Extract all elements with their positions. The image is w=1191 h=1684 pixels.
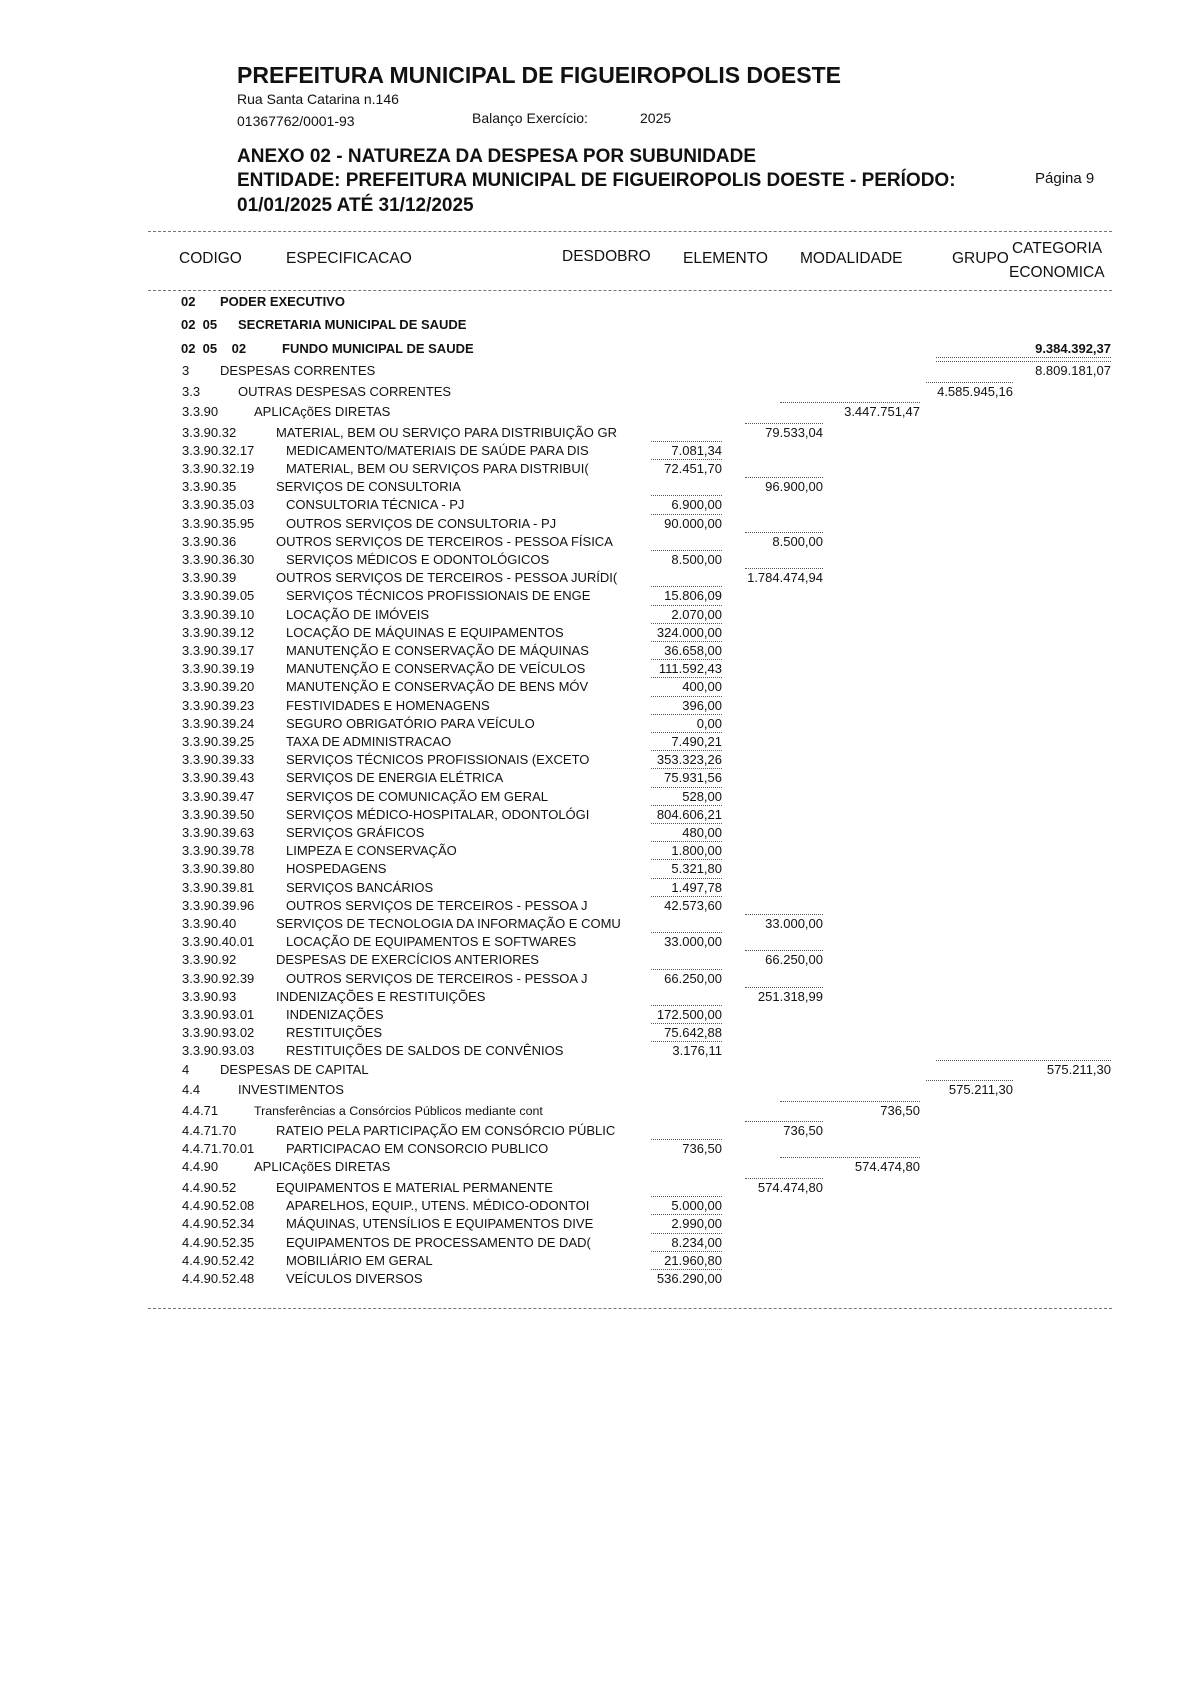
row-description: OUTROS SERVIÇOS DE CONSULTORIA - PJ xyxy=(286,515,557,531)
row-code: 4.4.71 xyxy=(182,1102,219,1118)
row-code: 3.3.90.40 xyxy=(182,915,237,931)
table-row xyxy=(0,1270,1191,1288)
categoria-rule xyxy=(936,1060,1111,1061)
row-description: SEGURO OBRIGATÓRIO PARA VEÍCULO xyxy=(286,715,535,731)
table-row xyxy=(0,769,1191,787)
table-row xyxy=(0,383,1191,401)
table-row xyxy=(0,362,1191,380)
desdobro-rule xyxy=(651,1233,722,1234)
table-row xyxy=(0,951,1191,969)
desdobro-rule xyxy=(651,1023,722,1024)
table-row xyxy=(0,533,1191,551)
row-code: 4 xyxy=(182,1061,190,1077)
table-row xyxy=(0,860,1191,878)
cnpj: 01367762/0001-93 xyxy=(237,113,355,129)
row-description: VEÍCULOS DIVERSOS xyxy=(286,1270,423,1286)
desdobro-rule xyxy=(651,714,722,715)
row-desdobro-value: 536.290,00 xyxy=(656,1270,722,1286)
report-title: PREFEITURA MUNICIPAL DE FIGUEIROPOLIS DOESTE xyxy=(237,62,842,88)
row-code: 4.4.90.52 xyxy=(182,1179,237,1195)
elemento-rule xyxy=(745,568,823,569)
row-description: APARELHOS, EQUIP., UTENS. MÉDICO-ODONTOI xyxy=(286,1198,590,1214)
row-categoria-value: 8.809.181,07 xyxy=(1035,363,1111,378)
table-row xyxy=(0,424,1191,442)
row-desdobro-value: 804.606,21 xyxy=(656,806,722,822)
desdobro-rule xyxy=(651,787,722,788)
table-row xyxy=(0,1179,1191,1197)
row-code: 3.3.90.35.03 xyxy=(182,497,255,513)
table-row xyxy=(0,1081,1191,1099)
row-description: LOCAÇÃO DE EQUIPAMENTOS E SOFTWARES xyxy=(286,934,577,950)
desdobro-rule xyxy=(651,514,722,515)
desdobro-rule xyxy=(651,841,722,842)
row-desdobro-value: 66.250,00 xyxy=(664,970,722,986)
desdobro-rule xyxy=(651,750,722,751)
org-code: 02 05 02 xyxy=(181,341,247,356)
row-description: SERVIÇOS TÉCNICOS PROFISSIONAIS (EXCETO xyxy=(286,752,590,768)
desdobro-rule xyxy=(651,550,722,551)
modalidade-rule xyxy=(780,1157,920,1158)
row-desdobro-value: 1.800,00 xyxy=(671,843,722,859)
col-grupo: GRUPO xyxy=(952,250,1009,267)
row-desdobro-value: 400,00 xyxy=(682,679,722,695)
row-code: 3.3.90.92.39 xyxy=(182,970,255,986)
row-code: 3.3.90.39 xyxy=(182,570,237,586)
desdobro-rule xyxy=(651,1005,722,1006)
row-desdobro-value: 2.070,00 xyxy=(671,606,722,622)
modalidade-rule xyxy=(780,402,920,403)
elemento-rule xyxy=(745,477,823,478)
row-description: SERVIÇOS DE CONSULTORIA xyxy=(276,479,461,495)
row-description: OUTROS SERVIÇOS DE TERCEIROS - PESSOA JURÍDI( xyxy=(276,570,618,586)
row-desdobro-value: 5.000,00 xyxy=(671,1198,722,1214)
row-grupo-value: 575.211,30 xyxy=(948,1082,1013,1097)
table-row xyxy=(0,1234,1191,1252)
row-description: DESPESAS CORRENTES xyxy=(220,363,376,378)
desdobro-rule xyxy=(651,878,722,879)
row-desdobro-value: 75.642,88 xyxy=(664,1025,722,1041)
col-economica: ECONOMICA xyxy=(1009,264,1105,281)
row-grupo-value: 4.585.945,16 xyxy=(937,383,1013,399)
elemento-rule xyxy=(745,914,823,915)
desdobro-rule xyxy=(651,732,722,733)
row-description: MOBILIÁRIO EM GERAL xyxy=(286,1252,433,1268)
row-code: 3.3.90.36.30 xyxy=(182,551,255,567)
desdobro-rule xyxy=(651,623,722,624)
table-row xyxy=(0,660,1191,678)
table-row xyxy=(0,569,1191,587)
row-code: 3.3.90.39.81 xyxy=(182,879,255,895)
table-row xyxy=(0,1042,1191,1060)
row-code: 4.4.71.70.01 xyxy=(182,1141,255,1157)
row-desdobro-value: 21.960,80 xyxy=(664,1252,722,1268)
balance-year: 2025 xyxy=(640,110,672,126)
page-number: Página 9 xyxy=(1035,170,1095,187)
row-description: INDENIZAÇÕES E RESTITUIÇÕES xyxy=(276,988,486,1004)
row-description: HOSPEDAGENS xyxy=(286,861,387,877)
desdobro-rule xyxy=(651,1214,722,1215)
desdobro-rule xyxy=(651,605,722,606)
row-description: PARTICIPACAO EM CONSORCIO PUBLICO xyxy=(286,1141,549,1157)
row-code: 4.4 xyxy=(182,1082,201,1097)
row-desdobro-value: 1.497,78 xyxy=(671,879,722,895)
org-code: 02 05 xyxy=(181,317,218,332)
row-code: 3.3.90.93.01 xyxy=(182,1006,255,1022)
table-row xyxy=(0,1197,1191,1215)
row-categoria-value: 575.211,30 xyxy=(1046,1061,1111,1077)
desdobro-rule xyxy=(651,768,722,769)
table-row xyxy=(0,624,1191,642)
row-desdobro-value: 7.081,34 xyxy=(671,442,722,458)
row-code: 3.3.90.35 xyxy=(182,479,237,495)
row-code: 3.3.90.35.95 xyxy=(182,515,255,531)
table-row xyxy=(0,442,1191,460)
col-modalidade: MODALIDADE xyxy=(800,250,903,267)
table-row xyxy=(0,715,1191,733)
row-elemento-value: 66.250,00 xyxy=(765,952,823,968)
row-description: DESPESAS DE EXERCÍCIOS ANTERIORES xyxy=(276,952,539,968)
row-desdobro-value: 3.176,11 xyxy=(672,1043,722,1059)
total-rule xyxy=(936,357,1111,358)
col-especificacao: ESPECIFICACAO xyxy=(286,250,412,267)
row-code: 3.3.90.39.20 xyxy=(182,679,255,695)
row-description: SERVIÇOS TÉCNICOS PROFISSIONAIS DE ENGE xyxy=(286,588,591,604)
row-description: OUTROS SERVIÇOS DE TERCEIROS - PESSOA J xyxy=(286,970,588,986)
row-code: 3.3.90.39.24 xyxy=(182,715,255,731)
row-desdobro-value: 528,00 xyxy=(682,788,722,804)
row-code: 4.4.90.52.35 xyxy=(182,1234,255,1250)
row-code: 3.3.90.32 xyxy=(182,424,237,440)
row-code: 4.4.90 xyxy=(182,1159,219,1175)
row-modalidade-value: 3.447.751,47 xyxy=(844,404,920,419)
desdobro-rule xyxy=(651,805,722,806)
row-code: 3.3.90.36 xyxy=(182,533,237,549)
desdobro-rule xyxy=(651,859,722,860)
row-description: OUTROS SERVIÇOS DE TERCEIROS - PESSOA FÍSICA xyxy=(276,533,613,549)
row-elemento-value: 8.500,00 xyxy=(772,533,823,549)
col-elemento: ELEMENTO xyxy=(683,250,768,267)
elemento-rule xyxy=(745,1178,823,1179)
table-row xyxy=(0,879,1191,897)
desdobro-rule xyxy=(651,896,722,897)
row-code: 3.3.90.40.01 xyxy=(182,934,255,950)
col-codigo: CODIGO xyxy=(179,250,242,267)
row-elemento-value: 736,50 xyxy=(783,1123,823,1138)
row-code: 3.3.90.39.96 xyxy=(182,897,255,913)
row-code: 4.4.90.52.42 xyxy=(182,1252,255,1268)
row-code: 3.3.90.39.19 xyxy=(182,661,255,677)
row-description: RESTITUIÇÕES DE SALDOS DE CONVÊNIOS xyxy=(286,1043,564,1059)
grupo-rule xyxy=(926,382,1013,383)
row-elemento-value: 1.784.474,94 xyxy=(747,570,823,586)
row-elemento-value: 251.318,99 xyxy=(757,988,823,1004)
row-desdobro-value: 33.000,00 xyxy=(664,934,722,950)
row-desdobro-value: 111.592,43 xyxy=(658,661,722,677)
modalidade-rule xyxy=(780,1101,920,1102)
row-description: SERVIÇOS DE COMUNICAÇÃO EM GERAL xyxy=(286,788,548,804)
row-description: LOCAÇÃO DE MÁQUINAS E EQUIPAMENTOS xyxy=(286,624,564,640)
row-code: 3.3.90.39.33 xyxy=(182,752,255,768)
desdobro-rule xyxy=(651,495,722,496)
row-description: LOCAÇÃO DE IMÓVEIS xyxy=(286,606,430,622)
org-name: SECRETARIA MUNICIPAL DE SAUDE xyxy=(238,317,467,332)
col-desdobro: DESDOBRO xyxy=(562,248,651,265)
row-desdobro-value: 8.234,00 xyxy=(671,1234,722,1250)
row-desdobro-value: 480,00 xyxy=(682,824,722,840)
desdobro-rule xyxy=(651,459,722,460)
row-description: SERVIÇOS DE TECNOLOGIA DA INFORMAÇÃO E COMU xyxy=(276,915,621,931)
org-row xyxy=(0,293,1191,311)
table-row xyxy=(0,970,1191,988)
table-row xyxy=(0,806,1191,824)
table-row xyxy=(0,478,1191,496)
row-code: 3.3.90.39.10 xyxy=(182,606,255,622)
org-name: FUNDO MUNICIPAL DE SAUDE xyxy=(282,341,474,356)
row-description: TAXA DE ADMINISTRACAO xyxy=(286,733,452,749)
table-row xyxy=(0,1006,1191,1024)
row-description: RATEIO PELA PARTICIPAÇÃO EM CONSÓRCIO PÚBLIC xyxy=(276,1123,616,1138)
row-code: 3.3.90 xyxy=(182,404,219,419)
row-description: INDENIZAÇÕES xyxy=(286,1006,384,1022)
desdobro-rule xyxy=(651,641,722,642)
row-description: FESTIVIDADES E HOMENAGENS xyxy=(286,697,490,713)
table-row xyxy=(0,460,1191,478)
desdobro-rule xyxy=(651,659,722,660)
row-desdobro-value: 324.000,00 xyxy=(656,624,722,640)
table-row xyxy=(0,1122,1191,1140)
row-code: 3.3.90.39.63 xyxy=(182,824,255,840)
row-description: CONSULTORIA TÉCNICA - PJ xyxy=(286,497,465,513)
row-desdobro-value: 8.500,00 xyxy=(671,551,722,567)
row-desdobro-value: 72.451,70 xyxy=(664,460,722,476)
table-row xyxy=(0,515,1191,533)
period-line: 01/01/2025 ATÉ 31/12/2025 xyxy=(237,195,474,216)
row-description: EQUIPAMENTOS DE PROCESSAMENTO DE DAD( xyxy=(286,1234,591,1250)
org-total-categoria: 9.384.392,37 xyxy=(1035,341,1111,356)
row-code: 3 xyxy=(182,363,190,378)
desdobro-rule xyxy=(651,1269,722,1270)
row-code: 3.3.90.39.12 xyxy=(182,624,255,640)
desdobro-rule xyxy=(651,586,722,587)
org-row xyxy=(0,316,1191,334)
table-row xyxy=(0,1252,1191,1270)
row-code: 3.3.90.39.50 xyxy=(182,806,255,822)
table-row xyxy=(0,403,1191,421)
row-elemento-value: 96.900,00 xyxy=(765,479,823,495)
row-description: MATERIAL, BEM OU SERVIÇOS PARA DISTRIBUI( xyxy=(286,460,589,476)
row-code: 3.3.90.39.43 xyxy=(182,770,255,786)
row-code: 4.4.90.52.48 xyxy=(182,1270,255,1286)
row-code: 3.3.90.39.17 xyxy=(182,642,255,658)
table-row xyxy=(0,551,1191,569)
row-code: 4.4.71.70 xyxy=(182,1123,237,1138)
table-row xyxy=(0,587,1191,605)
row-description: SERVIÇOS GRÁFICOS xyxy=(286,824,425,840)
table-row xyxy=(0,697,1191,715)
table-row xyxy=(0,1024,1191,1042)
row-code: 3.3.90.32.19 xyxy=(182,460,255,476)
row-description: MANUTENÇÃO E CONSERVAÇÃO DE VEÍCULOS xyxy=(286,661,586,677)
row-code: 3.3.90.93.02 xyxy=(182,1025,255,1041)
row-code: 3.3.90.39.78 xyxy=(182,843,255,859)
row-description: DESPESAS DE CAPITAL xyxy=(220,1061,369,1077)
table-row xyxy=(0,915,1191,933)
elemento-rule xyxy=(745,423,823,424)
row-code: 3.3.90.39.25 xyxy=(182,733,255,749)
row-elemento-value: 574.474,80 xyxy=(757,1179,823,1195)
row-desdobro-value: 0,00 xyxy=(696,715,722,731)
row-code: 3.3.90.39.23 xyxy=(182,697,255,713)
row-description: LIMPEZA E CONSERVAÇÃO xyxy=(286,843,457,859)
table-rule-bottom xyxy=(148,1308,1112,1309)
categoria-rule xyxy=(936,361,1111,362)
table-row xyxy=(0,933,1191,951)
row-desdobro-value: 75.931,56 xyxy=(664,770,722,786)
table-row xyxy=(0,842,1191,860)
row-description: MANUTENÇÃO E CONSERVAÇÃO DE BENS MÓV xyxy=(286,679,589,695)
row-desdobro-value: 7.490,21 xyxy=(671,733,722,749)
elemento-rule xyxy=(745,532,823,533)
row-description: SERVIÇOS DE ENERGIA ELÉTRICA xyxy=(286,770,504,786)
row-code: 3.3.90.39.05 xyxy=(182,588,255,604)
row-elemento-value: 33.000,00 xyxy=(765,915,823,931)
table-row xyxy=(0,733,1191,751)
address: Rua Santa Catarina n.146 xyxy=(237,91,399,107)
row-description: MANUTENÇÃO E CONSERVAÇÃO DE MÁQUINAS xyxy=(286,642,589,658)
table-row xyxy=(0,788,1191,806)
row-desdobro-value: 6.900,00 xyxy=(671,497,722,513)
row-code: 4.4.90.52.34 xyxy=(182,1216,255,1232)
row-desdobro-value: 736,50 xyxy=(682,1141,722,1157)
row-description: SERVIÇOS MÉDICOS E ODONTOLÓGICOS xyxy=(286,551,550,567)
row-code: 3.3.90.39.47 xyxy=(182,788,255,804)
table-row xyxy=(0,1061,1191,1079)
org-row xyxy=(0,340,1191,358)
row-desdobro-value: 396,00 xyxy=(682,697,722,713)
table-row xyxy=(0,606,1191,624)
row-desdobro-value: 353.323,26 xyxy=(656,752,722,768)
row-description: RESTITUIÇÕES xyxy=(286,1025,383,1041)
row-description: MATERIAL, BEM OU SERVIÇO PARA DISTRIBUIÇÃO GR xyxy=(276,424,617,440)
table-row xyxy=(0,496,1191,514)
desdobro-rule xyxy=(651,1196,722,1197)
org-code: 02 xyxy=(181,294,196,309)
elemento-rule xyxy=(745,987,823,988)
table-row xyxy=(0,897,1191,915)
row-elemento-value: 79.533,04 xyxy=(765,424,823,440)
row-desdobro-value: 172.500,00 xyxy=(656,1006,722,1022)
header-rule-top xyxy=(148,231,1112,232)
row-desdobro-value: 15.806,09 xyxy=(664,588,722,604)
row-desdobro-value: 5.321,80 xyxy=(671,861,722,877)
row-code: 3.3.90.92 xyxy=(182,952,237,968)
header-rule-bottom xyxy=(148,290,1112,291)
desdobro-rule xyxy=(651,969,722,970)
table-row xyxy=(0,1215,1191,1233)
row-desdobro-value: 90.000,00 xyxy=(664,515,722,531)
table-row xyxy=(0,824,1191,842)
col-categoria: CATEGORIA xyxy=(1012,240,1103,257)
desdobro-rule xyxy=(651,441,722,442)
row-description: MÁQUINAS, UTENSÍLIOS E EQUIPAMENTOS DIVE xyxy=(286,1216,594,1232)
elemento-rule xyxy=(745,1121,823,1122)
row-description: Transferências a Consórcios Públicos mediante cont xyxy=(254,1103,543,1118)
row-desdobro-value: 36.658,00 xyxy=(664,642,722,658)
grupo-rule xyxy=(926,1080,1013,1081)
desdobro-rule xyxy=(651,1251,722,1252)
row-description: SERVIÇOS MÉDICO-HOSPITALAR, ODONTOLÓGI xyxy=(286,806,590,822)
annex-title: ANEXO 02 - NATUREZA DA DESPESA POR SUBUNIDADE xyxy=(237,146,757,167)
table-row xyxy=(0,1102,1191,1120)
row-modalidade-value: 574.474,80 xyxy=(854,1159,920,1175)
row-description: SERVIÇOS BANCÁRIOS xyxy=(286,879,434,895)
row-code: 3.3.90.32.17 xyxy=(182,442,255,458)
row-code: 3.3.90.39.80 xyxy=(182,861,255,877)
row-description: MEDICAMENTO/MATERIAIS DE SAÚDE PARA DIS xyxy=(286,442,589,458)
table-row xyxy=(0,678,1191,696)
row-code: 3.3.90.93 xyxy=(182,988,237,1004)
row-description: APLICAçõES DIRETAS xyxy=(254,404,391,419)
row-modalidade-value: 736,50 xyxy=(880,1102,920,1118)
table-row xyxy=(0,1140,1191,1158)
row-description: APLICAçõES DIRETAS xyxy=(254,1159,391,1175)
balance-label: Balanço Exercício: xyxy=(472,110,588,126)
row-code: 3.3 xyxy=(182,383,201,399)
org-name: PODER EXECUTIVO xyxy=(220,294,345,309)
table-row xyxy=(0,1158,1191,1176)
entity-line: ENTIDADE: PREFEITURA MUNICIPAL DE FIGUEIROPOLIS DOESTE - PERÍODO: xyxy=(237,170,956,191)
desdobro-rule xyxy=(651,932,722,933)
row-code: 4.4.90.52.08 xyxy=(182,1198,255,1214)
table-row xyxy=(0,642,1191,660)
desdobro-rule xyxy=(651,677,722,678)
row-desdobro-value: 2.990,00 xyxy=(671,1216,722,1232)
table-row xyxy=(0,988,1191,1006)
row-code: 3.3.90.93.03 xyxy=(182,1043,255,1059)
elemento-rule xyxy=(745,950,823,951)
desdobro-rule xyxy=(651,696,722,697)
table-row xyxy=(0,751,1191,769)
desdobro-rule xyxy=(651,1139,722,1140)
desdobro-rule xyxy=(651,823,722,824)
row-description: OUTRAS DESPESAS CORRENTES xyxy=(238,383,452,399)
row-desdobro-value: 42.573,60 xyxy=(664,897,722,913)
row-description: EQUIPAMENTOS E MATERIAL PERMANENTE xyxy=(276,1179,553,1195)
desdobro-rule xyxy=(651,1041,722,1042)
row-description: OUTROS SERVIÇOS DE TERCEIROS - PESSOA J xyxy=(286,897,588,913)
row-description: INVESTIMENTOS xyxy=(238,1082,344,1097)
